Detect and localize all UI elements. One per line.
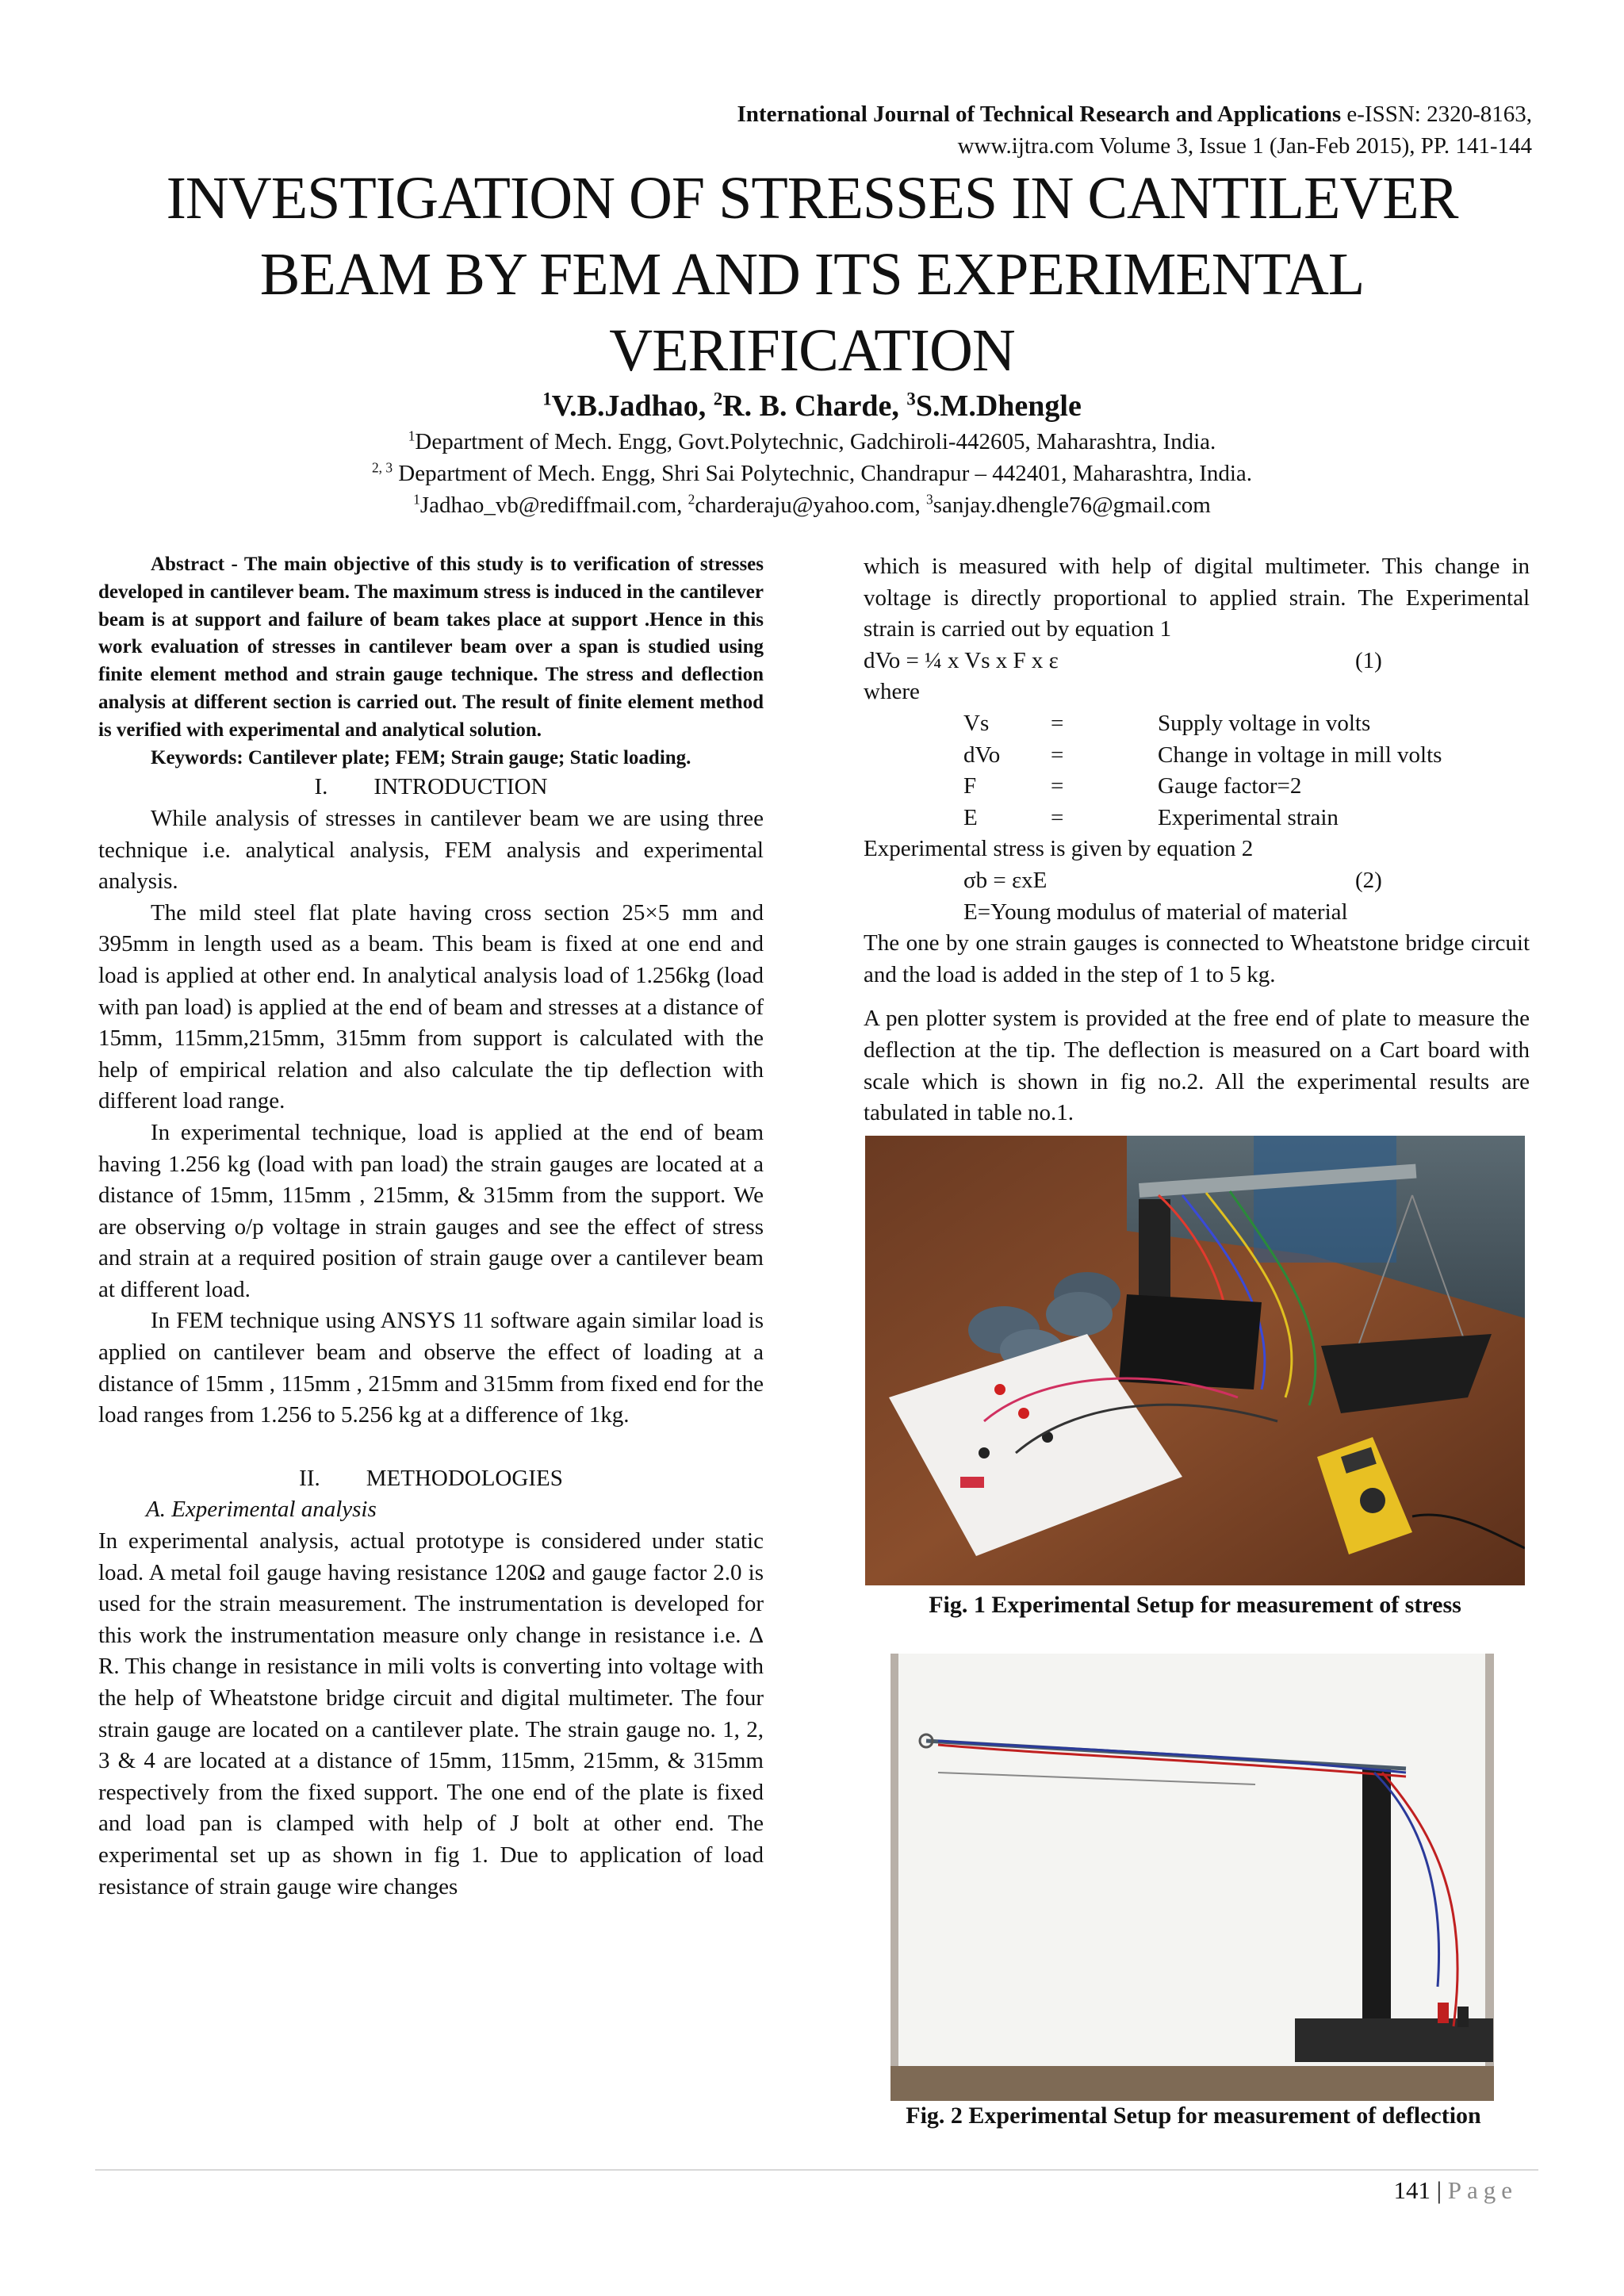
intro-heading: I. INTRODUCTION (314, 774, 548, 800)
equation-2 (864, 865, 1530, 897)
definition-equals: = (1051, 742, 1064, 768)
definition-equals: = (1051, 710, 1064, 736)
equation-1-expr: dVo = ¼ x Vs x F x ε (864, 647, 1059, 673)
page-number-value: 141 (1393, 2176, 1431, 2204)
page-word: Page (1447, 2176, 1518, 2204)
definition-symbol: dVo (963, 742, 1001, 768)
author-2: R. B. Charde, (722, 389, 907, 423)
definition-row (963, 771, 1530, 803)
abstract-text: Abstract - The main objective of this study is to verification of stresses developed in cantilever beam. The maximum stress is induced in the cantilever beam is at support and failure of beam takes place at support .Hence in this work evaluation of stresses in cantilever beam over a span is studied using finite element method and strain gauge technique. The stress and deflection analysis at different section is carried out. The result of finite element method is verified with experimental and analytical solution. (98, 554, 764, 741)
affiliation-2 (159, 458, 1465, 489)
methods-heading: II. METHODOLOGIES (299, 1465, 563, 1491)
paper-title: INVESTIGATION OF STRESSES IN CANTILEVER BEAM BY FEM AND ITS EXPERIMENTAL VERIFICATION (166, 165, 1458, 384)
keywords: Keywords: Cantilever plate; FEM; Strain gauge; Static loading. (151, 746, 691, 769)
figure-2-caption: Fig. 2 Experimental Setup for measurement of deflection (906, 2102, 1481, 2129)
journal-volume: www.ijtra.com Volume 3, Issue 1 (Jan-Feb 2015), PP. 141-144 (957, 133, 1532, 159)
email-3: sanjay.dhengle76@gmail.com (933, 493, 1211, 518)
journal-issn: e-ISSN: 2320-8163, (1341, 102, 1532, 127)
right-para-3: A pen plotter system is provided at the free end of plate to measure the deflection at the tip. The deflection is measured on a Cart board with scale which is shown in fig no.2. All the experimental results are tabulated in table no.1. (864, 1006, 1530, 1126)
abstract (98, 551, 764, 772)
author-3: S.M.Dhengle (915, 389, 1082, 423)
experimental-setup-stress-image (865, 1136, 1525, 1585)
right-column (864, 551, 1530, 1129)
equation-2-number: (2) (1355, 867, 1382, 893)
author-1-sup: 1 (542, 389, 552, 409)
left-column (98, 551, 764, 1903)
email-3-sup: 3 (925, 491, 933, 508)
definition-row (963, 740, 1530, 772)
figure-1-caption: Fig. 1 Experimental Setup for measurement of stress (929, 1592, 1461, 1618)
experimental-setup-deflection-image (891, 1654, 1494, 2101)
symbol-definitions (864, 708, 1530, 834)
equation-1-number: (1) (1355, 647, 1382, 673)
definition-equals: = (1051, 773, 1064, 799)
figure-2-photo (891, 1654, 1494, 2101)
author-list (198, 386, 1426, 426)
intro-para-3: In experimental technique, load is applied at the end of beam having 1.256 kg (load with pan load) the strain gauges are located at a distance of 15mm, 115mm , 215mm, & 315mm from the support. We are observing o/p voltage in strain gauges and see the effect of stress and strain at a required position of strain gauge over a cantilever beam at different load. (98, 1119, 764, 1302)
definition-row (963, 708, 1530, 740)
definition-text: Experimental strain (1158, 804, 1339, 830)
author-1: V.B.Jadhao, (551, 389, 714, 423)
journal-header (501, 98, 1532, 162)
affiliation-2-sup: 2, 3 (371, 459, 393, 476)
email-1: Jadhao_vb@rediffmail.com, (419, 493, 688, 518)
journal-name: International Journal of Technical Research and Applications (737, 102, 1342, 127)
definition-equals: = (1051, 804, 1064, 830)
author-3-sup: 3 (906, 389, 916, 409)
intro-para-1: While analysis of stresses in cantilever beam we are using three technique i.e. analytical analysis, FEM analysis and experimental analysis. (98, 805, 764, 895)
email-1-sup: 1 (413, 491, 420, 508)
affiliation-1-text: Department of Mech. Engg, Govt.Polytechnic, Gadchiroli-442605, Maharashtra, India. (415, 429, 1216, 454)
email-2: charderaju@yahoo.com, (695, 493, 926, 518)
definition-row (963, 803, 1530, 834)
author-2-sup: 2 (713, 389, 723, 409)
definition-text: Change in voltage in mill volts (1158, 742, 1442, 768)
stress-line: Experimental stress is given by equation 2 (864, 836, 1254, 862)
figure-1-photo (865, 1136, 1525, 1585)
equation-1 (864, 646, 1530, 677)
definition-symbol: Vs (963, 710, 990, 736)
intro-para-2: The mild steel flat plate having cross section 25×5 mm and 395mm in length used as a beam. This beam is fixed at one end and load is applied at other end. In analytical analysis load of 1.256kg (load with pan load) is applied at the end of beam and stresses at a distance of 15mm, 115mm,215mm, 315mm from support is calculated with the help of empirical relation and also calculate the tip deflection with different load range. (98, 899, 764, 1114)
definition-symbol: F (963, 773, 977, 799)
equation-2-expr: σb = εxE (963, 867, 1048, 893)
right-para-2: The one by one strain gauges is connected to Wheatstone bridge circuit and the load is added in the step of 1 to 5 kg. (864, 930, 1530, 987)
page-number-separator: | (1431, 2176, 1448, 2204)
affiliation-1 (159, 427, 1465, 457)
definition-text: Gauge factor=2 (1158, 773, 1302, 799)
methods-subheading: A. Experimental analysis (146, 1497, 377, 1523)
definition-text: Supply voltage in volts (1158, 710, 1371, 736)
methods-para: In experimental analysis, actual prototype is considered under static load. A metal foil gauge having resistance 120Ω and gauge factor 2.0 is used for the strain measurement. The instrumentation is developed for this work the instrumentation measure only change in resistance i.e. Δ R. This change in resistance in mili volts is converting into voltage with the help of Wheatstone bridge circuit and digital multimeter. The four strain gauge are located on a cantilever plate. The strain gauge no. 1, 2, 3 & 4 are located at a distance of 15mm, 115mm, 215mm, & 315mm respectively from the fixed support. The one end of the plate is fixed and load pan is clamped with help of J bolt at other end. The experimental set up as shown in fig 1. Due to application of load resistance of strain gauge wire changes (98, 1528, 764, 1899)
where-label: where (864, 679, 920, 705)
young-modulus-line: E=Young modulus of material of material (963, 899, 1348, 925)
footer-divider (95, 2169, 1538, 2171)
page-number (1394, 2176, 1518, 2205)
definition-symbol: E (963, 804, 978, 830)
affiliation-1-sup: 1 (408, 427, 416, 444)
affiliation-2-text: Department of Mech. Engg, Shri Sai Polytechnic, Chandrapur – 442401, Maharashtra, India. (393, 461, 1253, 486)
intro-para-4: In FEM technique using ANSYS 11 software again similar load is applied on cantilever beam and observe the effect of loading at a distance of 15mm , 115mm , 215mm and 315mm from fixed end for the load ranges from 1.256 to 5.256 kg at a difference of 1kg. (98, 1308, 764, 1428)
email-2-sup: 2 (688, 491, 695, 508)
email-line (159, 490, 1465, 520)
right-para-1: which is measured with help of digital multimeter. This change in voltage is directly proportional to applied strain. The Experimental strain is carried out by equation 1 (864, 554, 1530, 642)
